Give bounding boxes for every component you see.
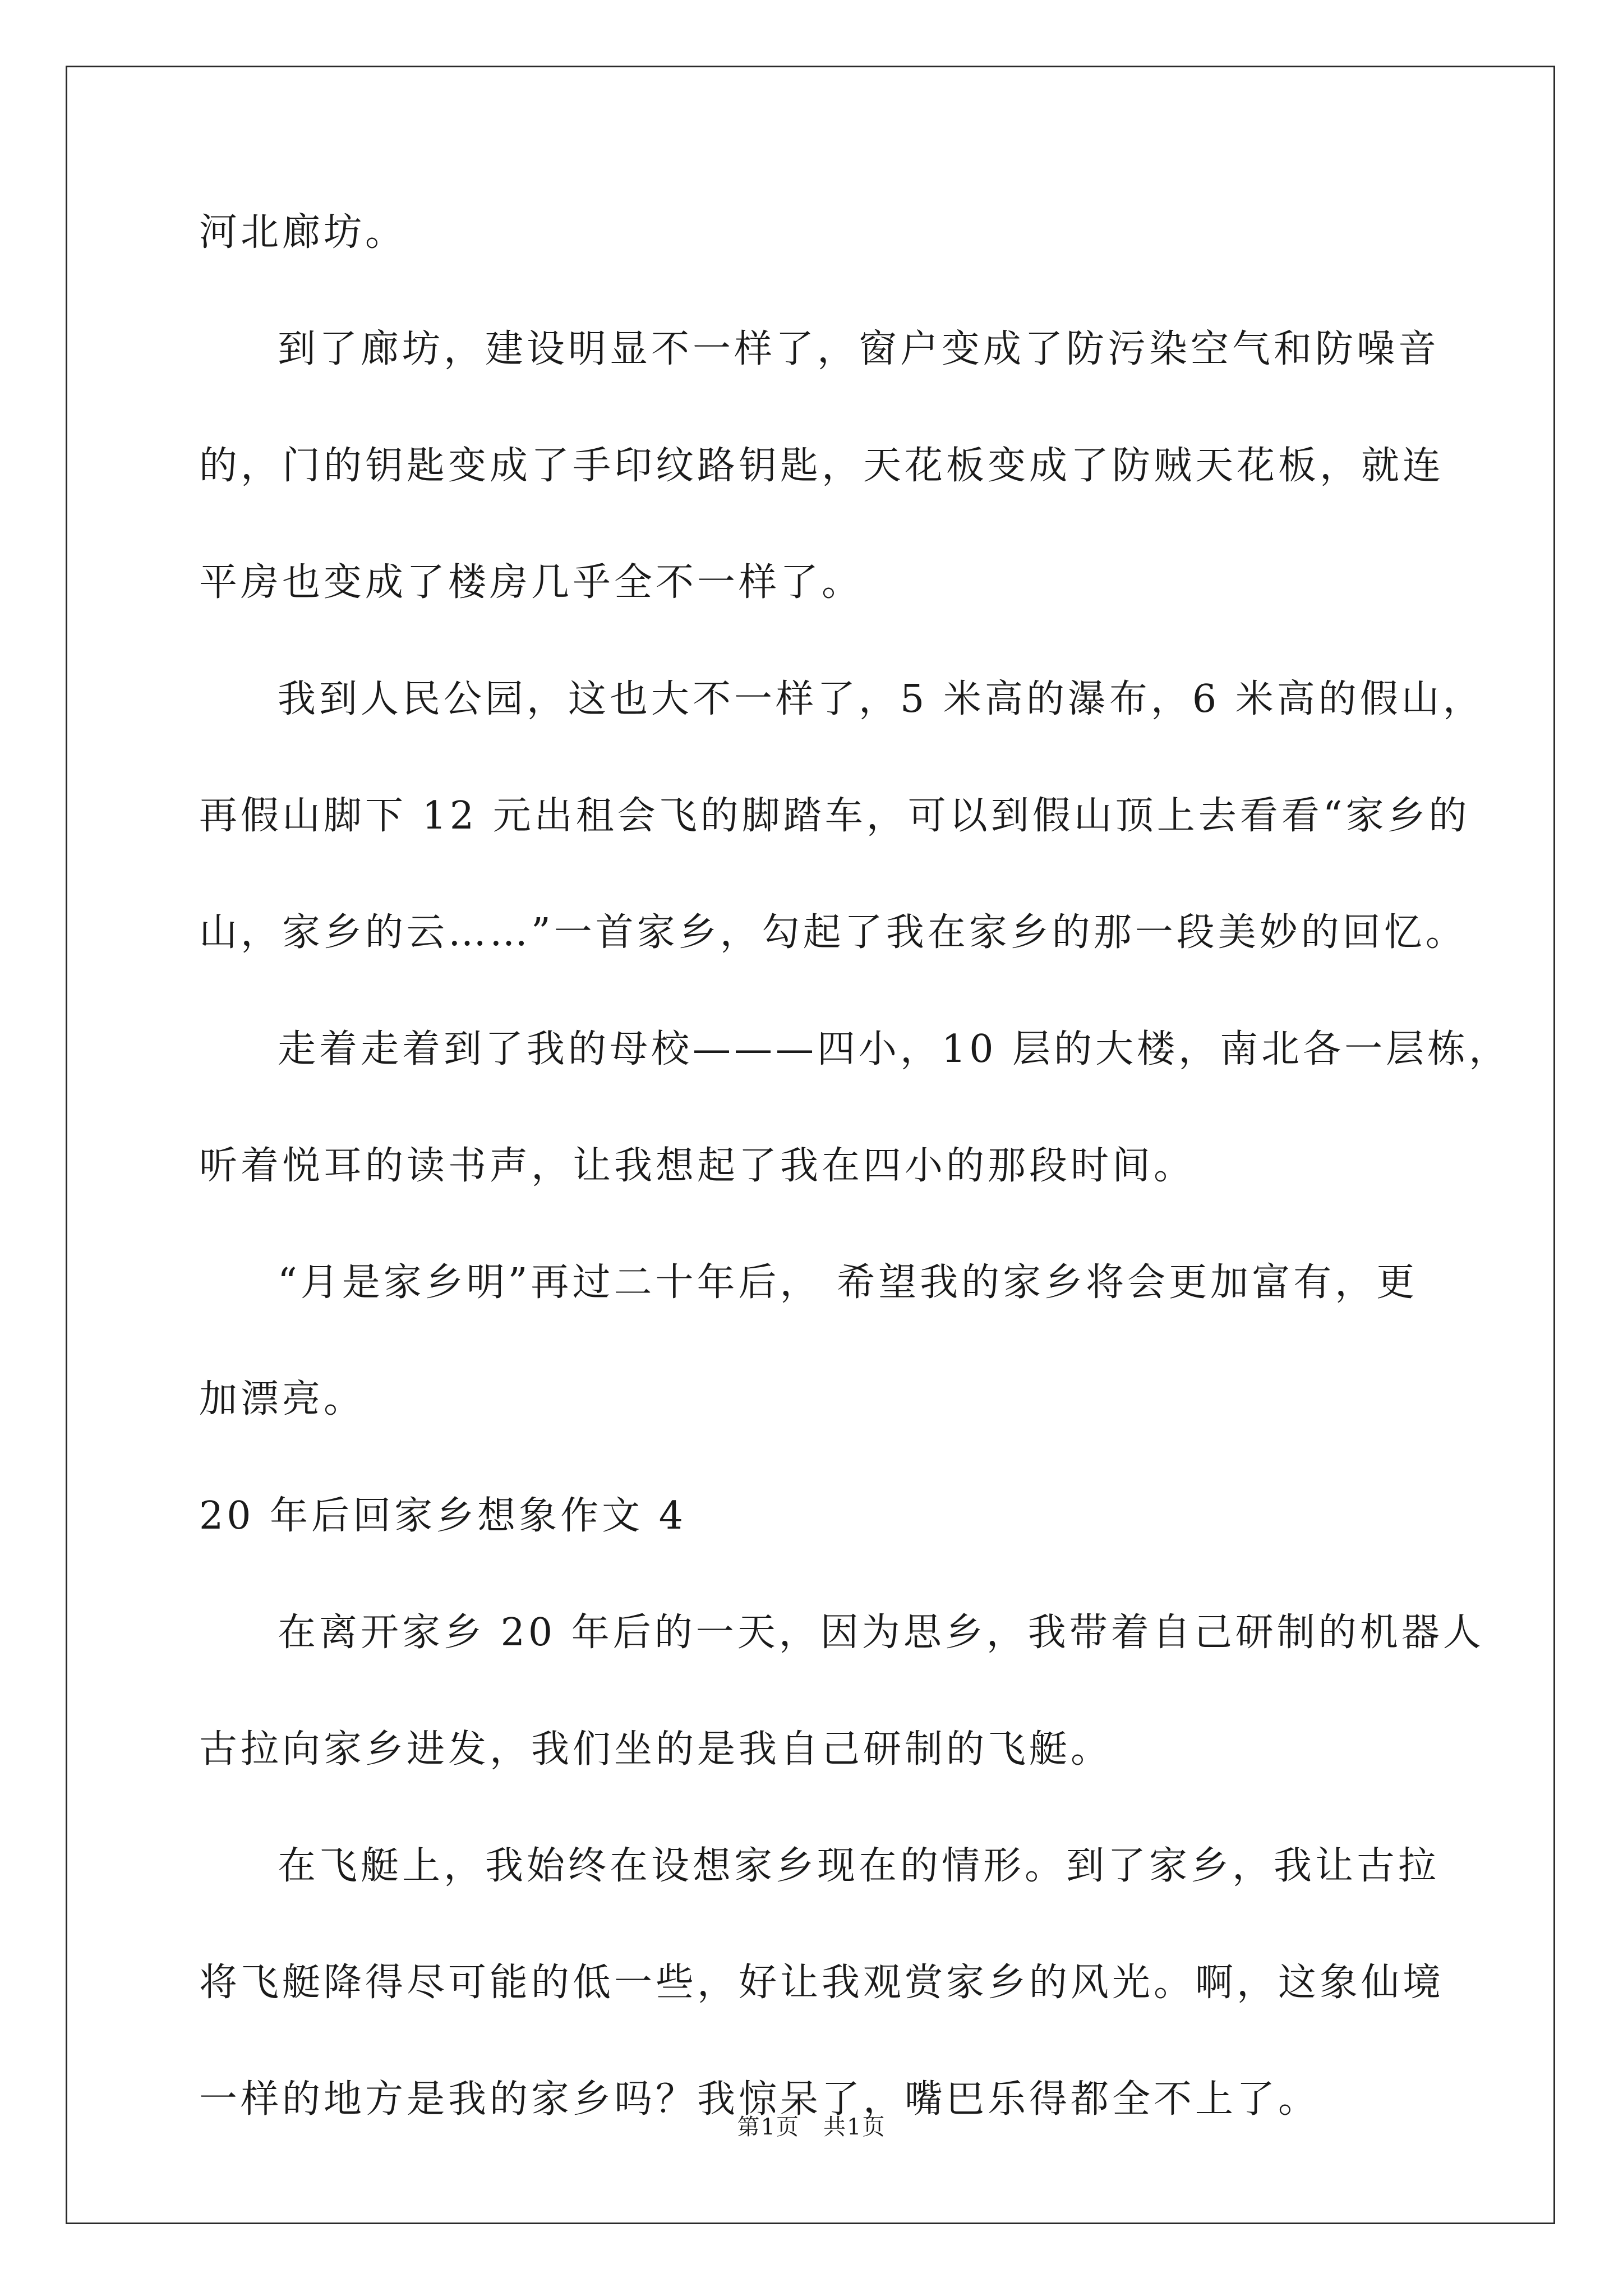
section-heading: 20 年后回家乡想象作文 4	[199, 1494, 687, 1538]
text-line: 山，家乡的云……”一首家乡，勾起了我在家乡的那一段美妙的回忆。	[199, 910, 1467, 955]
text-line: 再假山脚下 12 元出租会飞的脚踏车，可以到假山顶上去看看“家乡的	[199, 794, 1470, 838]
text-line: 在离开家乡 20 年后的一天，因为思乡，我带着自己研制的机器人	[278, 1611, 1484, 1655]
text-line: 一样的地方是我的家乡吗？我惊呆了，嘴巴乐得都全不上了。	[199, 2077, 1320, 2122]
text-line: 将飞艇降得尽可能的低一些，好让我观赏家乡的风光。啊，这象仙境	[199, 1961, 1445, 2005]
page-footer: 第1页 共1页	[737, 2114, 886, 2140]
text-line: 到了廊坊，建设明显不一样了，窗户变成了防污染空气和防噪音	[278, 327, 1440, 371]
text-line: 平房也变成了楼房几乎全不一样了。	[199, 560, 864, 605]
text-line: 走着走着到了我的母校———四小，10 层的大楼，南北各一层栋，	[278, 1027, 1511, 1071]
text-line: “月是家乡明”再过二十年后， 希望我的家乡将会更加富有，更	[278, 1260, 1418, 1305]
text-line: 加漂亮。	[199, 1377, 366, 1421]
text-line: 的，门的钥匙变成了手印纹路钥匙，天花板变成了防贼天花板，就连	[199, 444, 1445, 488]
text-line: 河北廊坊。	[199, 210, 407, 255]
text-line: 我到人民公园，这也大不一样了，5 米高的瀑布，6 米高的假山，	[278, 677, 1484, 721]
text-line: 听着悦耳的读书声，让我想起了我在四小的那段时间。	[199, 1144, 1196, 1188]
text-line: 古拉向家乡进发，我们坐的是我自己研制的飞艇。	[199, 1727, 1113, 1772]
text-line: 在飞艇上，我始终在设想家乡现在的情形。到了家乡，我让古拉	[278, 1844, 1440, 1888]
